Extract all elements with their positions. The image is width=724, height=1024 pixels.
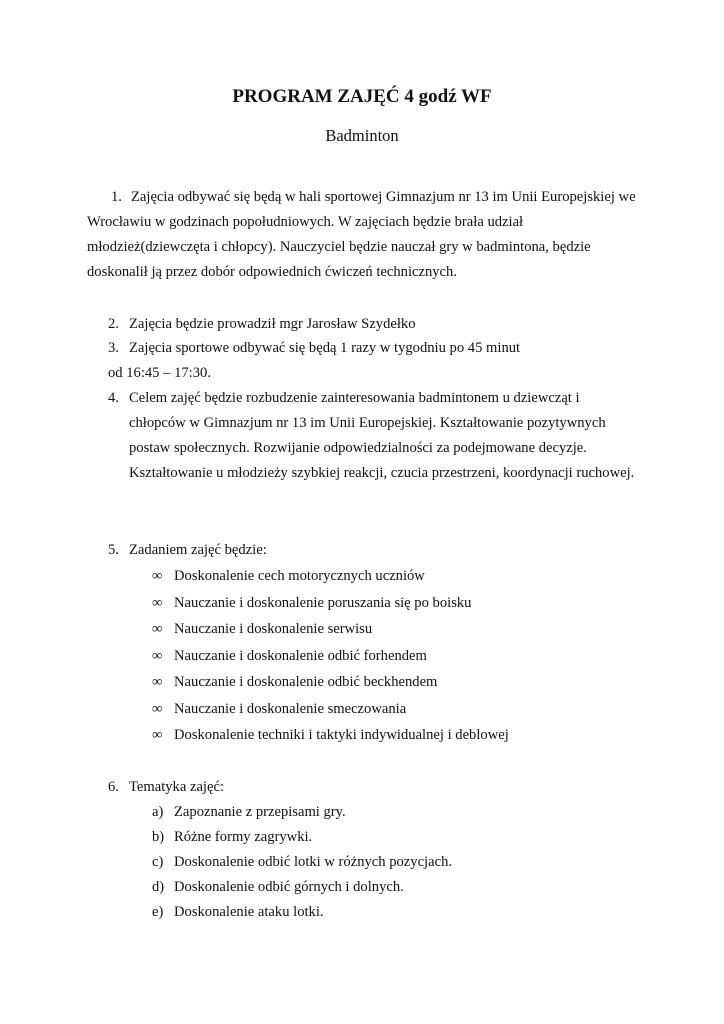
p3-time: od 16:45 – 17:30. xyxy=(108,365,211,381)
p6-heading: Tematyka zajęć: xyxy=(129,779,224,795)
infinity-bullet-icon: ∞ xyxy=(152,727,163,743)
p6-item-letter: d) xyxy=(152,879,165,895)
p5-item: Nauczanie i doskonalenie smeczowania xyxy=(174,701,407,717)
p6-item: Doskonalenie ataku lotki. xyxy=(174,904,324,920)
infinity-bullet-icon: ∞ xyxy=(152,648,163,664)
p6-item-letter: e) xyxy=(152,904,164,920)
p5-item: Nauczanie i doskonalenie odbić beckhendem xyxy=(174,674,438,690)
p1-number: 1. xyxy=(111,189,122,205)
p1-line-4: doskonalił ją przez dobór odpowiednich ćwiczeń technicznych. xyxy=(87,264,457,280)
p2-text: Zajęcia będzie prowadził mgr Jarosław Szydełko xyxy=(129,316,416,332)
document-subtitle: Badminton xyxy=(325,126,399,145)
p4-number: 4. xyxy=(108,390,119,406)
p4-line-3: postaw społecznych. Rozwijanie odpowiedzialności za podejmowane decyzje. xyxy=(129,440,587,456)
p6-number: 6. xyxy=(108,779,119,795)
p6-item-letter: b) xyxy=(152,829,165,845)
p5-item: Nauczanie i doskonalenie serwisu xyxy=(174,621,373,637)
document-title: PROGRAM ZAJĘĆ 4 godź WF xyxy=(232,86,492,107)
p1-line-3: młodzież(dziewczęta i chłopcy). Nauczyciel będzie nauczał gry w badmintona, będzie xyxy=(87,239,591,255)
p6-item: Zapoznanie z przepisami gry. xyxy=(174,804,346,820)
infinity-bullet-icon: ∞ xyxy=(152,568,163,584)
p4-line-4: Kształtowanie u młodzieży szybkiej reakcji, czucia przestrzeni, koordynacji ruchowej. xyxy=(129,465,635,481)
infinity-bullet-icon: ∞ xyxy=(152,701,163,717)
p5-item: Doskonalenie cech motorycznych uczniów xyxy=(174,568,425,584)
p5-heading: Zadaniem zajęć będzie: xyxy=(129,542,267,558)
p5-item: Doskonalenie techniki i taktyki indywidualnej i deblowej xyxy=(174,727,509,743)
p4-line-1: Celem zajęć będzie rozbudzenie zainteresowania badmintonem u dziewcząt i xyxy=(129,390,580,406)
p6-item: Doskonalenie odbić lotki w różnych pozycjach. xyxy=(174,854,453,870)
infinity-bullet-icon: ∞ xyxy=(152,674,163,690)
p6-item: Doskonalenie odbić górnych i dolnych. xyxy=(174,879,404,895)
p3-number: 3. xyxy=(108,340,119,356)
p6-item-letter: a) xyxy=(152,804,164,820)
p6-item-letter: c) xyxy=(152,854,164,870)
p2-number: 2. xyxy=(108,316,119,332)
p5-number: 5. xyxy=(108,542,119,558)
p1-line-1: Zajęcia odbywać się będą w hali sportowej Gimnazjum nr 13 im Unii Europejskiej we xyxy=(131,189,636,205)
infinity-bullet-icon: ∞ xyxy=(152,621,163,637)
p1-line-2: Wrocławiu w godzinach popołudniowych. W zajęciach będzie brała udział xyxy=(87,214,524,230)
p6-item: Różne formy zagrywki. xyxy=(174,829,313,845)
p3-text: Zajęcia sportowe odbywać się będą 1 razy w tygodniu po 45 minut xyxy=(129,340,521,356)
infinity-bullet-icon: ∞ xyxy=(152,595,163,611)
p4-line-2: chłopców w Gimnazjum nr 13 im Unii Europejskiej. Kształtowanie pozytywnych xyxy=(129,415,606,431)
p5-item: Nauczanie i doskonalenie odbić forhendem xyxy=(174,648,427,664)
p5-item: Nauczanie i doskonalenie poruszania się po boisku xyxy=(174,595,472,611)
